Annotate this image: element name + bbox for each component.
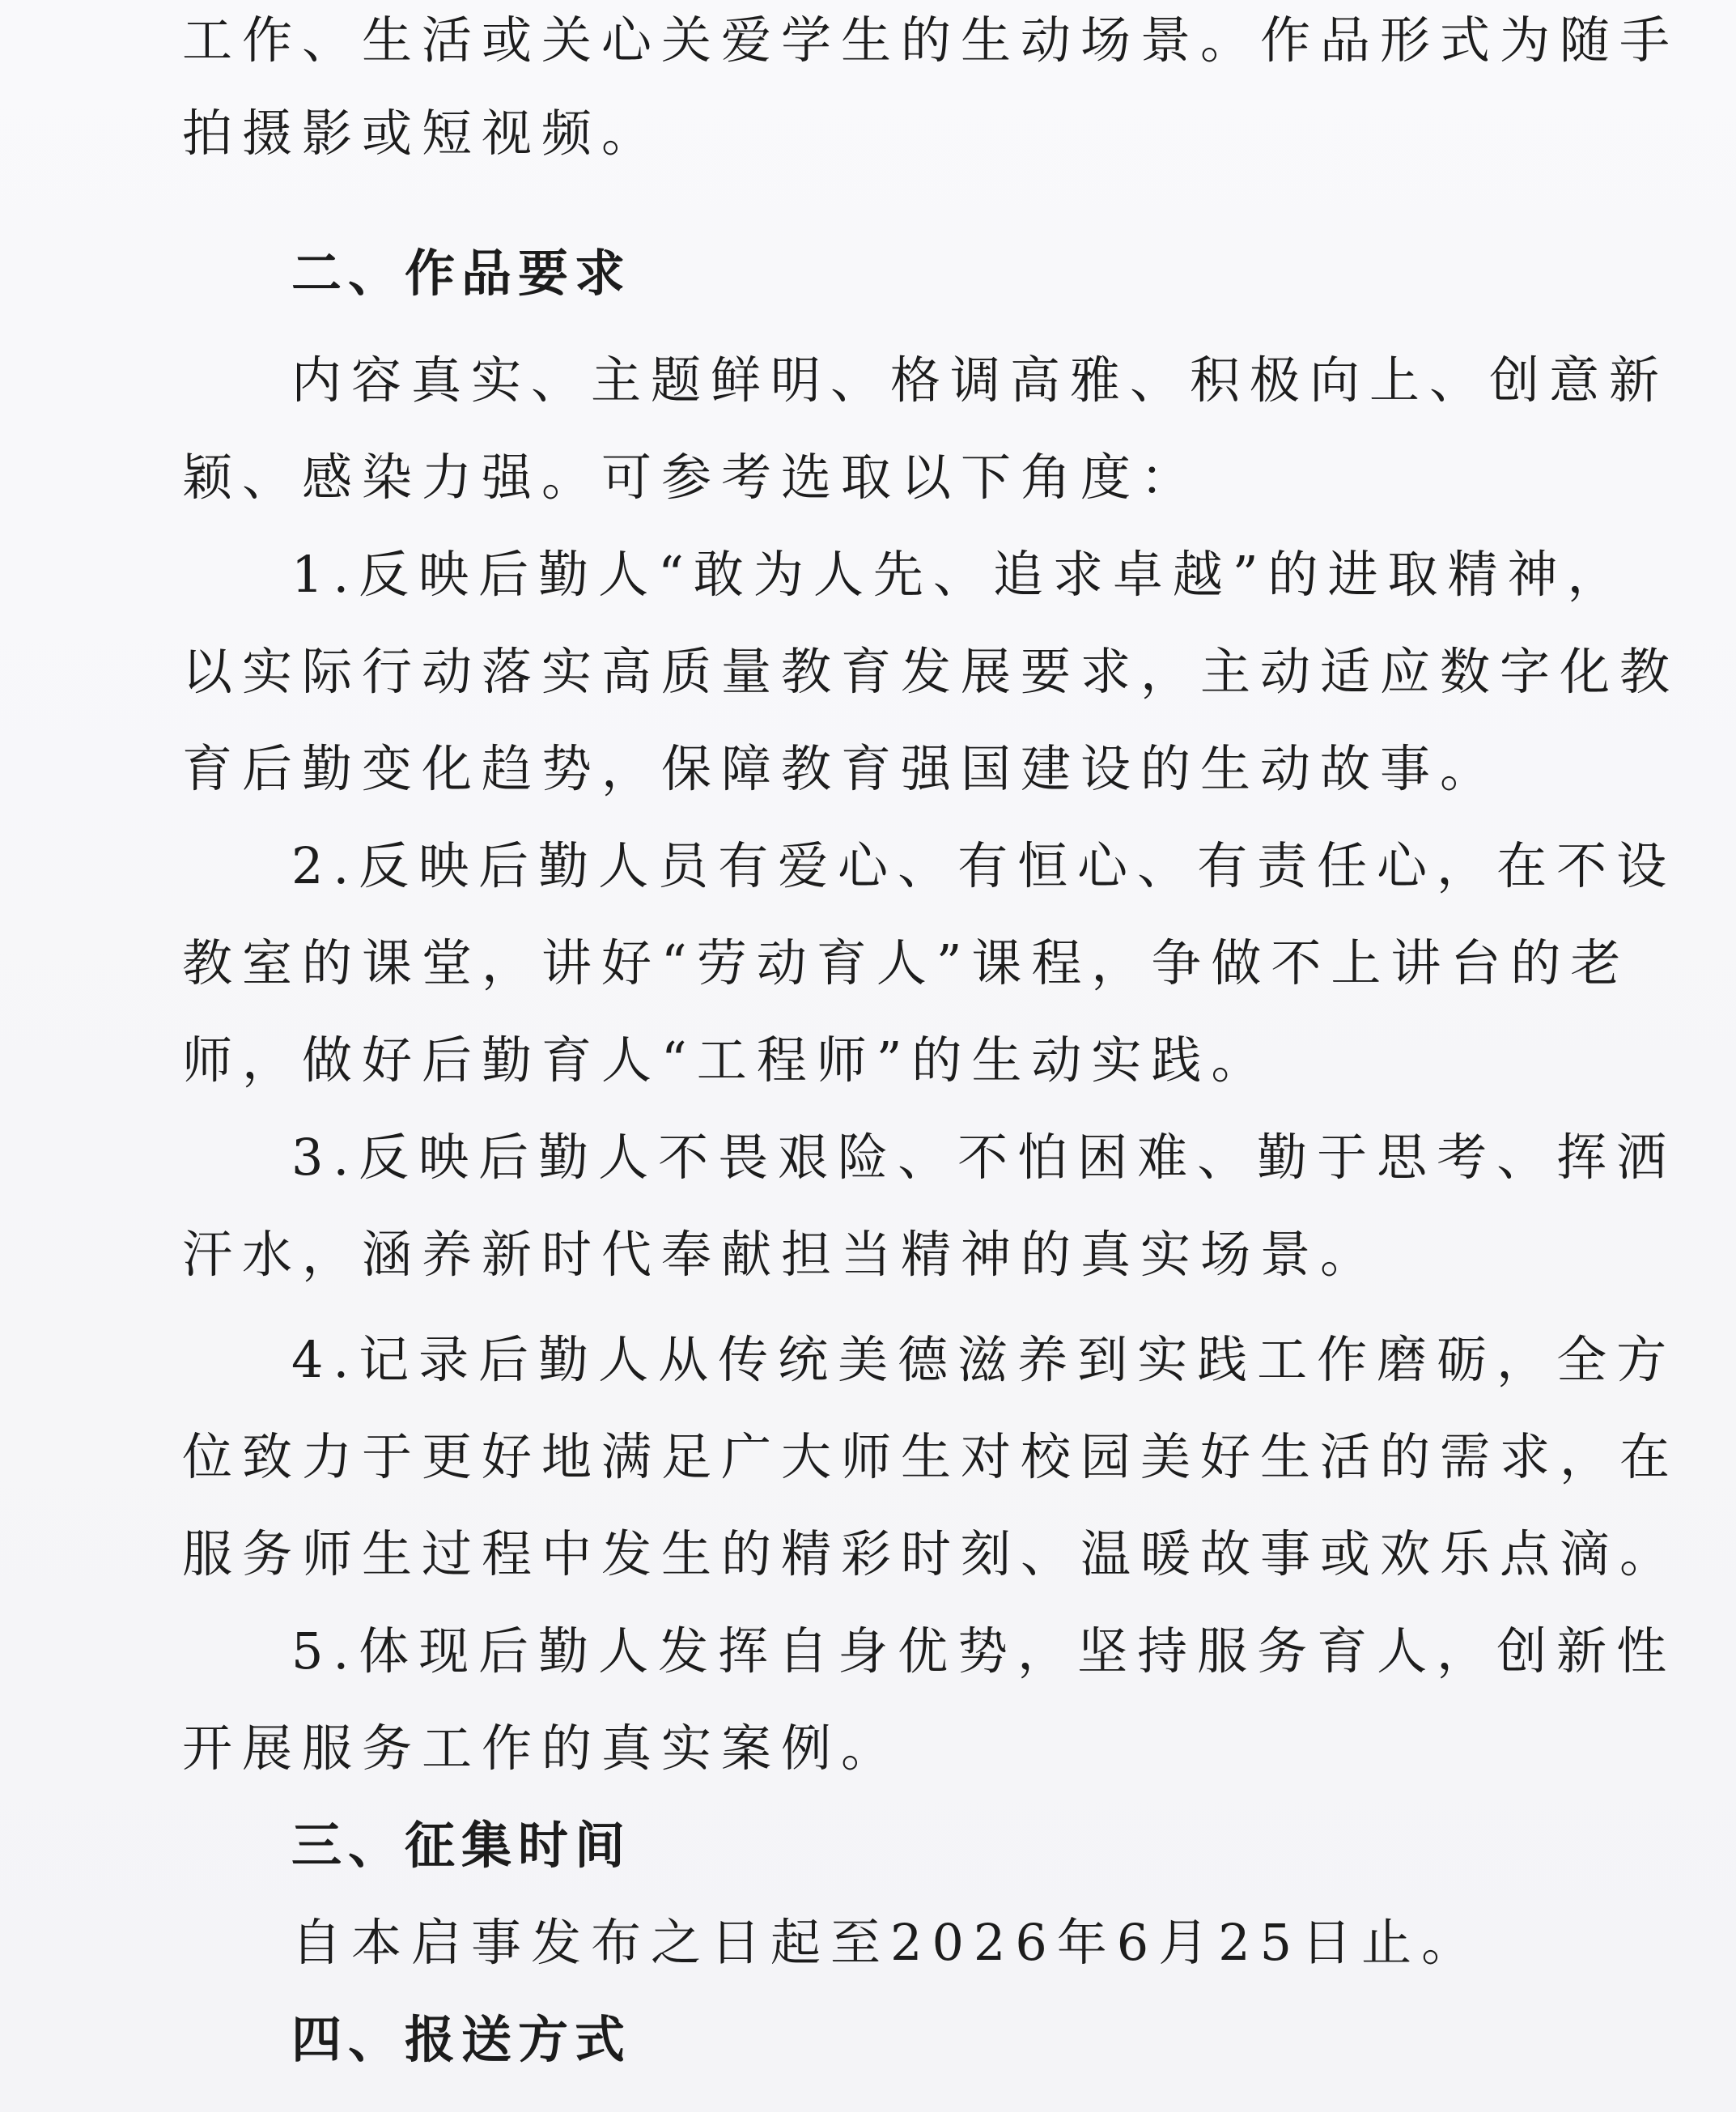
- paragraph-line: 内容真实、主题鲜明、格调高雅、积极向上、创意新: [291, 351, 1670, 410]
- list-item-4-line: 4.记录后勤人从传统美德滋养到实践工作磨砺，全方: [291, 1330, 1677, 1389]
- list-item-2-line: 教室的课堂，讲好“劳动育人”课程，争做不上讲台的老: [182, 933, 1631, 992]
- list-item-1-line: 育后勤变化趋势，保障教育强国建设的生动故事。: [182, 739, 1500, 798]
- list-item-5-line: 5.体现后勤人发挥自身优势，坚持服务育人，创新性: [291, 1621, 1677, 1681]
- list-item-3-line: 3.反映后勤人不畏艰险、不怕困难、勤于思考、挥洒: [291, 1128, 1677, 1187]
- paragraph-line: 拍摄影或短视频。: [182, 104, 662, 163]
- section-heading-requirements: 二、作品要求: [291, 244, 632, 303]
- list-item-1-line: 以实际行动落实高质量教育发展要求，主动适应数字化教: [182, 642, 1680, 701]
- list-item-2-line: 2.反映后勤人员有爱心、有恒心、有责任心，在不设: [291, 836, 1677, 895]
- list-item-1-line: 1.反映后勤人“敢为人先、追求卓越”的进取精神，: [291, 545, 1628, 604]
- paragraph-line: 自本启事发布之日起至2026年6月25日止。: [291, 1913, 1482, 1972]
- list-item-5-line: 开展服务工作的真实案例。: [182, 1719, 902, 1778]
- section-heading-submission-method: 四、报送方式: [291, 2010, 632, 2069]
- list-item-4-line: 服务师生过程中发生的精彩时刻、温暖故事或欢乐点滴。: [182, 1524, 1680, 1583]
- list-item-4-line: 位致力于更好地满足广大师生对校园美好生活的需求，在: [182, 1427, 1680, 1486]
- list-item-3-line: 汗水，涵养新时代奉献担当精神的真实场景。: [182, 1225, 1381, 1284]
- paragraph-line: 颖、感染力强。可参考选取以下角度：: [182, 448, 1201, 507]
- section-heading-collection-time: 三、征集时间: [291, 1816, 632, 1875]
- list-item-2-line: 师，做好后勤育人“工程师”的生动实践。: [182, 1031, 1271, 1090]
- paragraph-line: 工作、生活或关心关爱学生的生动场景。作品形式为随手: [182, 11, 1680, 70]
